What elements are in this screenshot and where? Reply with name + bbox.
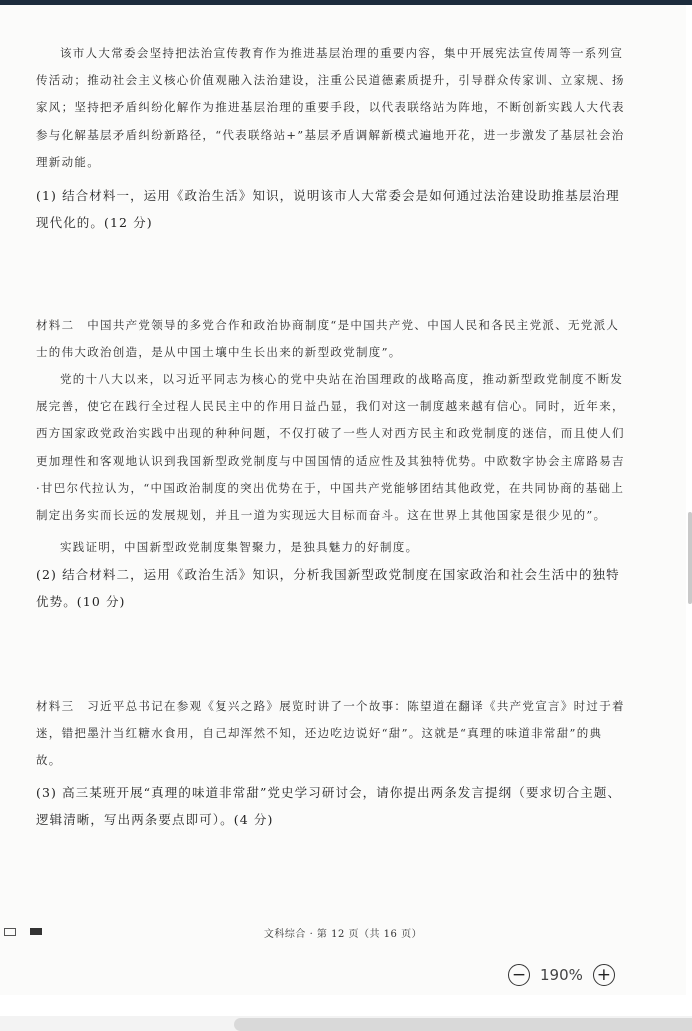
page-footer: 文科综合 · 第 12 页（共 16 页） (263, 929, 423, 940)
material2-conclusion: 实践证明，中国新型政党制度集智聚力，是独具魅力的好制度。 (60, 540, 419, 554)
plus-icon: + (596, 964, 612, 985)
material3-label: 材料三 (36, 699, 75, 713)
material2-intro (36, 312, 626, 366)
material2-label: 材料二 (36, 318, 75, 332)
material1-paragraph: 该市人大常委会坚持把法治宣传教育作为推进基层治理的重要内容，集中开展宪法宣传周等一系列宣传活动；推动社会主义核心价值观融入法治建设，注重公民道德素质提升，引导群众传家训、立家规、扬家风；坚持把矛盾纠纷化解作为推进基层治理的重要手段，以代表联络站为阵地，不断创新实践人大代表参与化解基层矛盾纠纷新路径，“代表联络站+”基层矛盾调解新模式遍地开花，进一步激发了基层社会治理新动能。 (36, 46, 625, 169)
document-page (0, 5, 686, 995)
minus-icon: − (511, 964, 527, 985)
material3-paragraph (36, 693, 626, 775)
horizontal-scrollbar[interactable] (0, 1016, 692, 1031)
question-1: (1) 结合材料一，运用《政治生活》知识，说明该市人大常委会是如何通过法治建设助推基层治理现代化的。(12 分) (36, 188, 620, 231)
zoom-out-button[interactable] (508, 964, 530, 986)
material2-paragraph: 党的十八大以来，以习近平同志为核心的党中央站在治国理政的战略高度，推动新型政党制度不断发展完善，使它在践行全过程人民民主中的作用日益凸显，我们对这一制度越来越有信心。同时，近年来，西方国家政党政治实践中出现的种种问题，不仅打破了一些人对西方民主和政党制度的迷信，而且使人们更加理性和客观地认识到我国新型政党制度与中国国情的适应性及其独特优势。中欧数字协会主席路易吉·甘巴尔代拉认为，“中国政治制度的突出优势在于，中国共产党能够团结其他政党，在共同协商的基础上制定出务实而长远的发展规划，并且一道为实现远大目标而奋斗。这在世界上其他国家是很少见的”。 (36, 372, 625, 523)
zoom-level: 190% (540, 966, 583, 984)
question-3: (3) 高三某班开展“真理的味道非常甜”党史学习研讨会，请你提出两条发言提纲（要求切合主题、逻辑清晰，写出两条要点即可）。(4 分) (36, 785, 622, 828)
zoom-in-button[interactable] (593, 964, 615, 986)
material2-intro-text: 中国共产党领导的多党合作和政治协商制度“是中国共产党、中国人民和各民主党派、无党派人士的伟大政治创造，是从中国土壤中生长出来的新型政党制度”。 (36, 318, 620, 360)
zoom-controls (508, 962, 615, 988)
horizontal-scrollbar-thumb[interactable] (234, 1018, 692, 1031)
material3-text: 习近平总书记在参观《复兴之路》展览时讲了一个故事：陈望道在翻译《共产党宣言》时过于着迷，错把墨汁当红糖水食用，自己却浑然不知，还边吃边说好“甜”。这就是“真理的味道非常甜”的典故。 (36, 699, 625, 768)
question-2: (2) 结合材料二，运用《政治生活》知识，分析我国新型政党制度在国家政治和社会生活中的独特优势。(10 分) (36, 567, 620, 610)
vertical-scrollbar-thumb[interactable] (688, 512, 692, 604)
